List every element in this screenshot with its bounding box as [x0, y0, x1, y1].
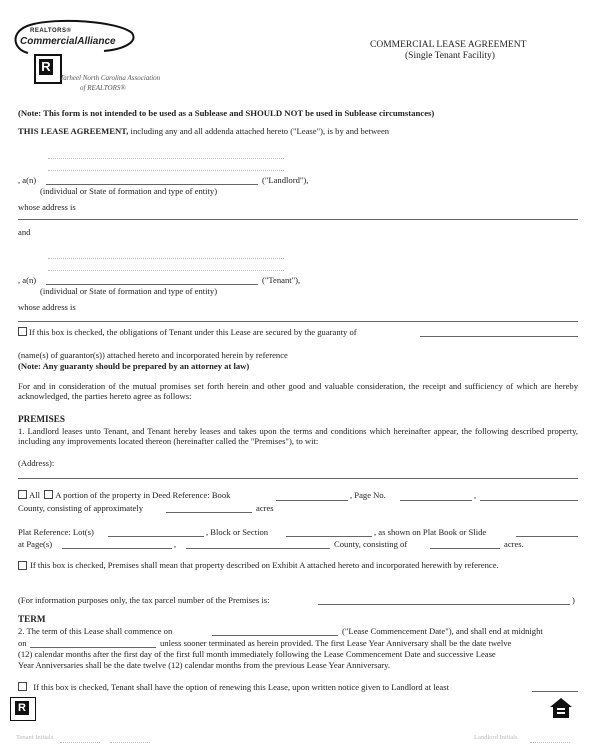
- landlord-role-label: ("Landlord"),: [262, 175, 309, 185]
- commencement-date-field[interactable]: [212, 635, 338, 636]
- tax-parcel-label: (For information purposes only, the tax parcel number of the Premises is:: [18, 595, 270, 605]
- sublease-note: (Note: This form is not intended to be used as a Sublease and SHOULD NOT be used in Sublease circumstances): [18, 108, 435, 118]
- acres2-label: acres.: [504, 539, 524, 549]
- renewal-row: If this box is checked, Tenant shall have the option of renewing this Lease, upon written notice given to Landlord at least: [18, 682, 449, 692]
- tenant-a-n-label: , a(n): [18, 275, 37, 285]
- tenant-initials-field-2[interactable]: [110, 742, 150, 743]
- logo-brand: CommercialAlliance: [20, 36, 116, 47]
- renewal-notice-field[interactable]: [532, 691, 578, 692]
- guarantor-names-label: (name(s) of guarantor(s)) attached hereto and incorporated herein by reference: [18, 350, 288, 360]
- intro-line: THIS LEASE AGREEMENT, including any and all addenda attached hereto ("Lease"), is by and between: [18, 126, 390, 136]
- deed-row: All A portion of the property in Deed Reference: Book: [18, 490, 230, 500]
- tenant-initials-label: Tenant Initials: [16, 734, 54, 741]
- tenant-name-line-2[interactable]: [48, 270, 284, 271]
- county-acres-label: County, consisting of approximately: [18, 503, 143, 513]
- lease-form-page: REALTORS® CommercialAlliance R Tarheel North Carolina Association of REALTORS® COMMERCIAL LEASE AGREEMENT (Single Tenant Facility) (Note: This form is not intended to be used as a Sublease and SHOULD NOT be used in Sublease circumstances) THIS LEASE AGREEMENT, including any and all addenda attached hereto ("Lease"), is by and between , a(n) ("Landlord"), (individual or State of formation and type of entity) whose address is and , a(n) ("Tenant"), (individual or State of formation and type of entity) whose address is If this box is checked, the obligations of Tenant under this Lease are secured by the guaranty of (name(s) of guarantor(s)) attached hereto and incorporated herein by reference (Note: Any guaranty should be prepared by an attorney at law) For and in consideration of the mutual promises set forth herein and other good and valuable consideration, the receipt and sufficiency of which are hereby acknowledged, the parties hereto agree as follows: PREMISES 1. Landlord leases unto Tenant, and Tenant hereby leases and takes upon the terms and conditions which hereinafter appear, the following described property, including any improvements located thereon (hereinafter called the "Premises"), to wit: (Address): All A portion of the property in Deed Reference: Book , Page No. , County, consisting of approximately acres Plat Reference: Lot(s) , Block or Section , as shown on Plat Book or Slide at Page(s) , County, consisting of acres. If this box is checked, Premises shall mean that property described on Exhibit A attached hereto and incorporated herewith by reference. (For information purposes only, the tax parcel number of the Premises is: ) TERM 2. The term of this Lease shall commence on ("Lease Commencement Date"), and shall end at midnight on unless sooner terminated as herein provided. The first Lease Year Anniversary shall be the date twelve (12) calendar months after the first day of the first full month immediately following the Lease Commencement Date and successive Lease Year Anniversaries shall be the date twelve (12) calendar months from the previous Lease Year Anniversary. If this box is checked, Tenant shall have the option of renewing this Lease, upon written notice given to Landlord at least R Tenant Initials Landlord Initials: [0, 0, 600, 751]
- and-label: and: [18, 227, 31, 237]
- logo-top-line: REALTORS®: [30, 28, 72, 34]
- renewal-checkbox[interactable]: [18, 682, 27, 691]
- term-line-2a: on: [18, 638, 27, 648]
- termination-date-field[interactable]: [30, 647, 156, 648]
- tax-parcel-field[interactable]: [318, 604, 570, 605]
- portion-checkbox[interactable]: [44, 490, 53, 499]
- lot-field[interactable]: [108, 536, 204, 537]
- landlord-address-label: whose address is: [18, 202, 76, 212]
- deed-county-field[interactable]: [480, 500, 578, 501]
- premises-heading: PREMISES: [18, 414, 65, 424]
- tenant-address-field[interactable]: [18, 321, 578, 322]
- term-line-1b: ("Lease Commencement Date"), and shall end at midnight: [342, 626, 543, 636]
- county2-label: County, consisting of: [334, 539, 408, 549]
- document-subtitle: (Single Tenant Facility): [405, 51, 495, 61]
- landlord-entity-field[interactable]: [46, 184, 258, 185]
- acres-label: acres: [256, 503, 274, 513]
- exhibit-a-checkbox[interactable]: [18, 561, 27, 570]
- at-pages-label: at Page(s): [18, 539, 53, 549]
- plat-book-label: , as shown on Plat Book or Slide: [374, 527, 487, 537]
- tax-parcel-close: ): [572, 595, 575, 605]
- logo-assoc-line1: Tarheel North Carolina Association: [60, 74, 161, 82]
- tenant-name-line-1[interactable]: [48, 258, 284, 259]
- premises-paragraph: 1. Landlord leases unto Tenant, and Tenant hereby leases and takes upon the terms and conditions which hereinafter appear, the following described property, including any improvements located thereon (hereinafter called the "Premises"), to wit:: [18, 426, 578, 446]
- landlord-entity-label: (individual or State of formation and type of entity): [40, 186, 218, 196]
- tenant-entity-label: (individual or State of formation and type of entity): [40, 286, 218, 296]
- plat-acres-field[interactable]: [430, 548, 500, 549]
- term-line-2b: unless sooner terminated as herein provided. The first Lease Year Anniversary shall be the date twelve: [160, 638, 512, 648]
- guaranty-checkbox[interactable]: [18, 327, 27, 336]
- exhibit-a-text: If this box is checked, Premises shall mean that property described on Exhibit A attached hereto and incorporated herewith by reference.: [30, 560, 499, 570]
- landlord-initials-label: Landlord Initials: [474, 734, 518, 741]
- tenant-role-label: ("Tenant"),: [262, 275, 301, 285]
- landlord-name-line-2[interactable]: [48, 170, 284, 171]
- plat-county-field[interactable]: [186, 548, 330, 549]
- landlord-initials-field[interactable]: [530, 742, 570, 743]
- logo-assoc-line2: of REALTORS®: [80, 84, 126, 92]
- guaranty-row: If this box is checked, the obligations of Tenant under this Lease are secured by the guaranty of: [18, 327, 357, 337]
- term-line-1a: 2. The term of this Lease shall commence on: [18, 626, 173, 636]
- term-line-3: (12) calendar months after the first day of the first full month immediately following the Lease Commencement Date and successive Lease: [18, 649, 496, 659]
- tenant-entity-field[interactable]: [46, 284, 258, 285]
- block-field[interactable]: [286, 536, 372, 537]
- acres-field[interactable]: [166, 512, 252, 513]
- landlord-name-line-1[interactable]: [48, 158, 284, 159]
- all-checkbox[interactable]: [18, 490, 27, 499]
- tenant-address-label: whose address is: [18, 302, 76, 312]
- consideration-paragraph: For and in consideration of the mutual promises set forth herein and other good and valuable consideration, the receipt and sufficiency of which are hereby acknowledged, the parties hereto agree as follows:: [18, 381, 578, 401]
- realtor-mark-icon: R: [34, 54, 62, 84]
- tenant-initials-field-1[interactable]: [60, 742, 100, 743]
- deed-page-field[interactable]: [400, 500, 472, 501]
- equal-housing-icon: [548, 696, 574, 720]
- landlord-address-field[interactable]: [18, 219, 578, 220]
- term-heading: TERM: [18, 614, 46, 624]
- guaranty-note: (Note: Any guaranty should be prepared by an attorney at law): [18, 361, 250, 371]
- plat-book-field[interactable]: [516, 536, 578, 537]
- plat-ref-label: Plat Reference: Lot(s): [18, 527, 94, 537]
- document-title: COMMERCIAL LEASE AGREEMENT: [370, 40, 527, 50]
- block-label: , Block or Section: [206, 527, 269, 537]
- page-no-label: , Page No.: [350, 490, 386, 500]
- premises-address-field[interactable]: [18, 478, 578, 479]
- guarantor-field[interactable]: [420, 336, 578, 337]
- plat-pages-field[interactable]: [62, 548, 172, 549]
- landlord-a-n-label: , a(n): [18, 175, 37, 185]
- term-line-4: Year Anniversaries shall be the date twelve (12) calendar months from the previous Lease Year Anniversary.: [18, 660, 391, 670]
- address-label: (Address):: [18, 458, 55, 468]
- footer-realtor-icon: R: [10, 697, 36, 721]
- deed-book-field[interactable]: [276, 500, 348, 501]
